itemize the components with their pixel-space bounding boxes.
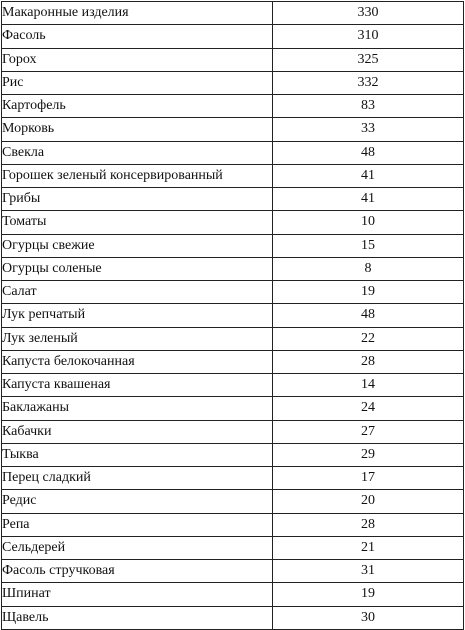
food-value-cell: 28 [273, 350, 464, 373]
table-row [2, 467, 464, 490]
food-name-cell: Капуста квашеная [2, 374, 273, 397]
food-value-cell: 330 [273, 2, 464, 25]
table-row [2, 420, 464, 443]
food-name-cell: Капуста белокочанная [2, 350, 273, 373]
food-name-cell: Фасоль [2, 25, 273, 48]
food-name-cell: Фасоль стручковая [2, 560, 273, 583]
food-value-cell: 33 [273, 118, 464, 141]
food-value-cell: 48 [273, 304, 464, 327]
table-row [2, 583, 464, 606]
food-value-cell: 41 [273, 164, 464, 187]
food-name-cell: Шпинат [2, 583, 273, 606]
food-value-cell: 14 [273, 374, 464, 397]
food-value-cell: 19 [273, 583, 464, 606]
table-row [2, 443, 464, 466]
food-name-cell: Сельдерей [2, 536, 273, 559]
table-row [2, 281, 464, 304]
food-value-cell: 24 [273, 397, 464, 420]
food-value-cell: 30 [273, 606, 464, 629]
food-name-cell: Морковь [2, 118, 273, 141]
food-name-cell: Огурцы свежие [2, 234, 273, 257]
food-value-cell: 83 [273, 95, 464, 118]
food-value-cell: 41 [273, 188, 464, 211]
food-name-cell: Кабачки [2, 420, 273, 443]
table-row [2, 48, 464, 71]
table-row [2, 606, 464, 629]
food-value-table [1, 1, 464, 630]
table-row [2, 490, 464, 513]
food-value-cell: 10 [273, 211, 464, 234]
food-name-cell: Горошек зеленый консервированный [2, 164, 273, 187]
food-value-cell: 48 [273, 141, 464, 164]
food-value-cell: 29 [273, 443, 464, 466]
table-row [2, 350, 464, 373]
food-value-cell: 22 [273, 327, 464, 350]
food-name-cell: Щавель [2, 606, 273, 629]
table-row [2, 257, 464, 280]
food-value-cell: 332 [273, 71, 464, 94]
food-value-cell: 19 [273, 281, 464, 304]
food-value-cell: 27 [273, 420, 464, 443]
table-row [2, 71, 464, 94]
food-name-cell: Картофель [2, 95, 273, 118]
food-value-cell: 31 [273, 560, 464, 583]
food-name-cell: Грибы [2, 188, 273, 211]
table-row [2, 25, 464, 48]
table-row [2, 327, 464, 350]
food-value-cell: 8 [273, 257, 464, 280]
food-name-cell: Рис [2, 71, 273, 94]
food-name-cell: Салат [2, 281, 273, 304]
table-row [2, 397, 464, 420]
food-name-cell: Горох [2, 48, 273, 71]
food-name-cell: Редис [2, 490, 273, 513]
table-row [2, 95, 464, 118]
table-row [2, 513, 464, 536]
food-name-cell: Макаронные изделия [2, 2, 273, 25]
food-name-cell: Перец сладкий [2, 467, 273, 490]
table-body [2, 2, 464, 630]
table-row [2, 164, 464, 187]
food-value-cell: 15 [273, 234, 464, 257]
table-row [2, 304, 464, 327]
food-name-cell: Репа [2, 513, 273, 536]
food-value-cell: 325 [273, 48, 464, 71]
table-row [2, 211, 464, 234]
food-name-cell: Огурцы соленые [2, 257, 273, 280]
table-row [2, 560, 464, 583]
table-row [2, 188, 464, 211]
food-name-cell: Лук репчатый [2, 304, 273, 327]
table-row [2, 374, 464, 397]
food-value-cell: 17 [273, 467, 464, 490]
food-name-cell: Томаты [2, 211, 273, 234]
food-value-cell: 28 [273, 513, 464, 536]
food-value-cell: 20 [273, 490, 464, 513]
food-name-cell: Лук зеленый [2, 327, 273, 350]
food-name-cell: Баклажаны [2, 397, 273, 420]
table-row [2, 2, 464, 25]
table-row [2, 234, 464, 257]
food-value-cell: 21 [273, 536, 464, 559]
table-row [2, 118, 464, 141]
table-row [2, 141, 464, 164]
food-name-cell: Тыква [2, 443, 273, 466]
food-name-cell: Свекла [2, 141, 273, 164]
table-row [2, 536, 464, 559]
food-value-cell: 310 [273, 25, 464, 48]
